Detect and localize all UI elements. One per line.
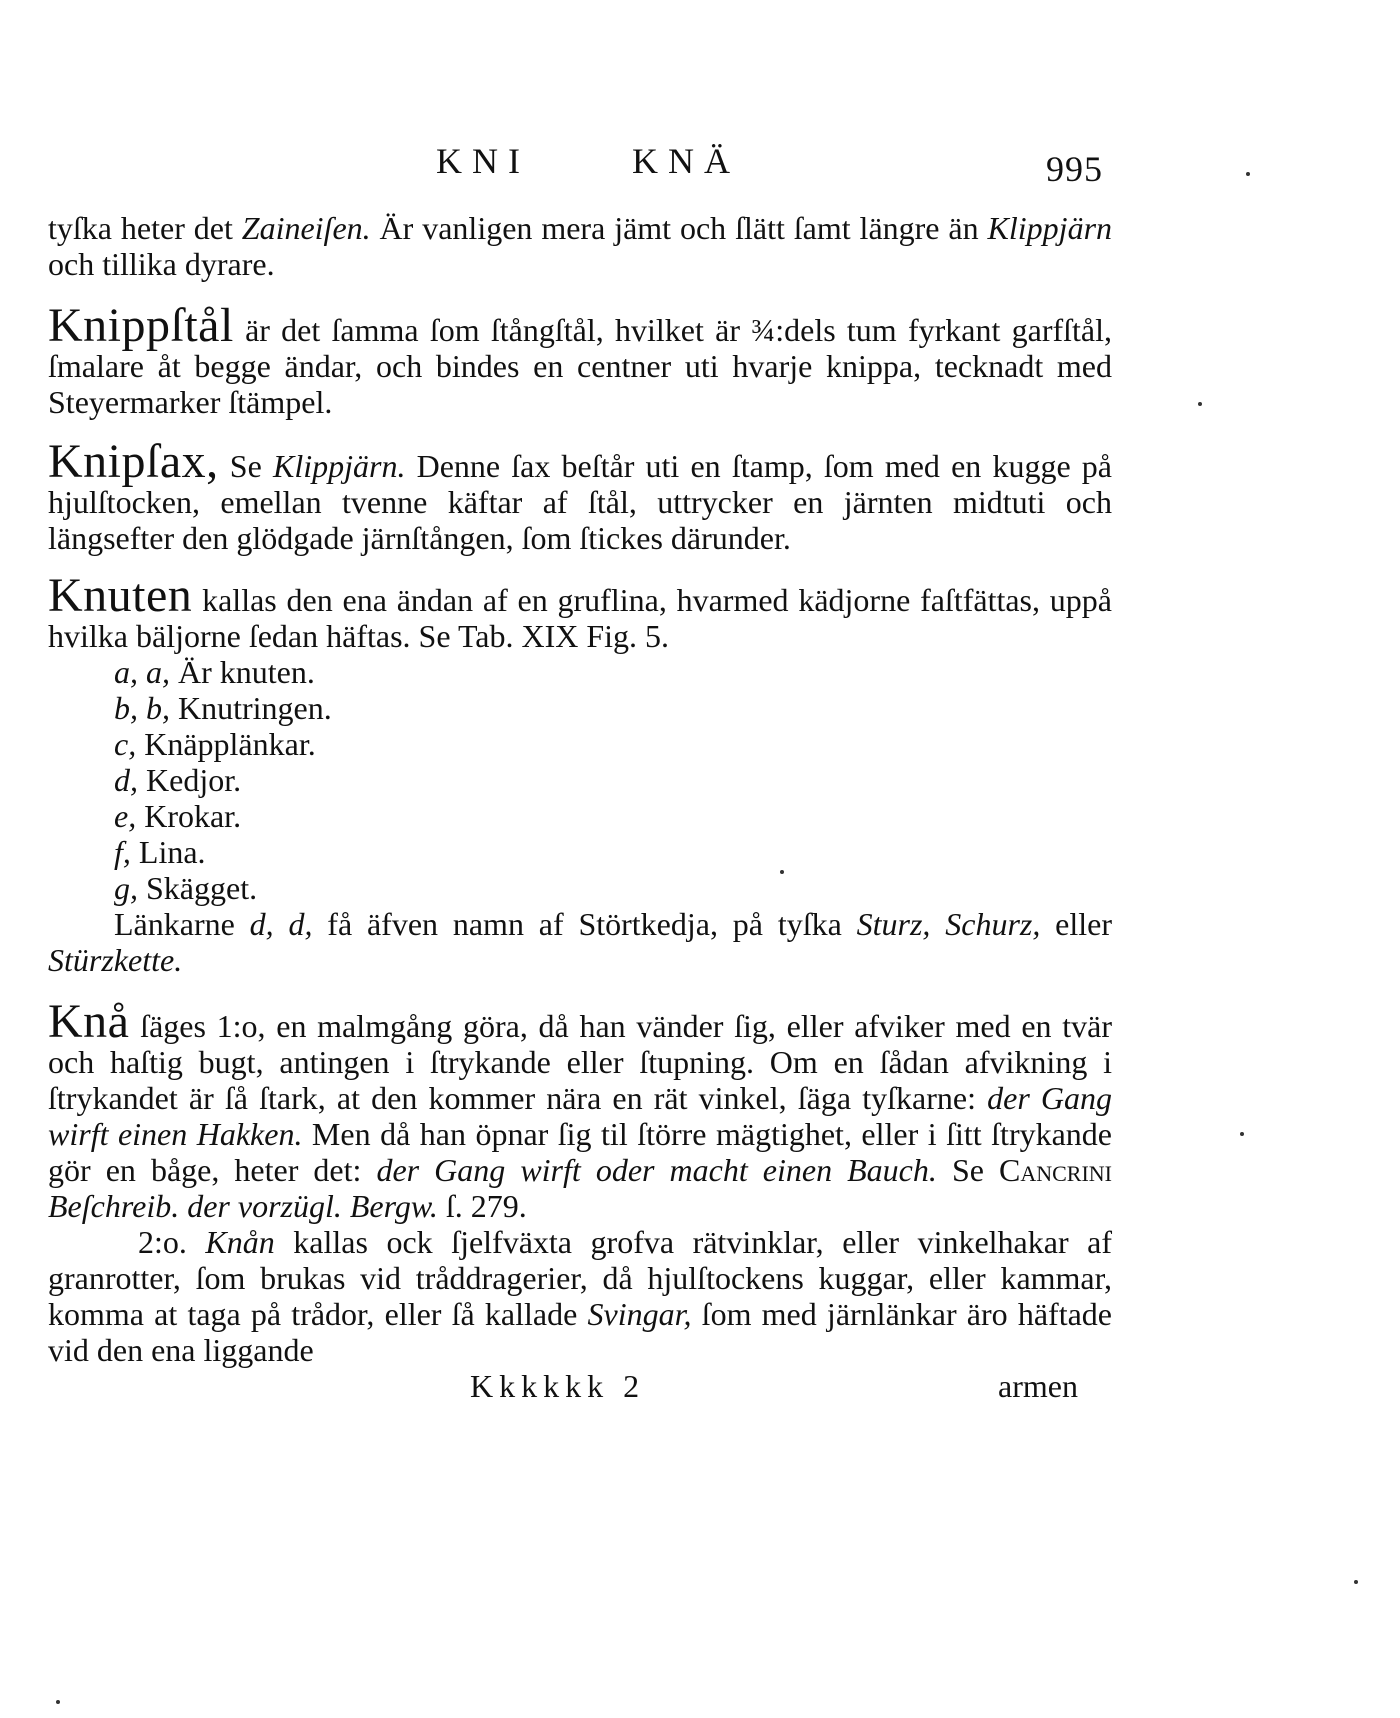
legend-letter: a, a, <box>114 654 170 690</box>
header-left-word: KNI <box>436 141 530 181</box>
list-item <box>114 654 1112 690</box>
legend-label: Kedjor. <box>138 762 242 798</box>
legend-label: Knutringen. <box>170 690 332 726</box>
list-item <box>114 726 1112 762</box>
figure-legend-list <box>114 654 1112 906</box>
entry-knuten <box>48 569 1112 654</box>
paper-speck <box>56 1700 60 1704</box>
entry-knipsax <box>48 435 1113 556</box>
italic-term: Klippjärn <box>987 210 1113 246</box>
text-run: Länkarne <box>114 906 250 942</box>
paper-speck <box>1198 402 1202 406</box>
entry-headword: Knippſtål <box>48 299 234 352</box>
running-header <box>0 140 1400 190</box>
italic-term: der Gang wirft einen Hakken. <box>48 1080 1113 1152</box>
italic-term: Sturz, Schurz, <box>856 906 1041 942</box>
text-run: Denne ſax beſtår uti en ſtamp, ſom med en kugge på hjulſtocken, emellan tvenne käftar af ſtål, uttrycker en järnten midtuti och längsefter den glödgade järnſtången, ſom ſtickes därunder. <box>48 448 1113 556</box>
list-item <box>114 834 1112 870</box>
entry-text: kallas den ena ändan af en gruflina, hvarmed kädjorne faſtfättas, uppå hvilka bäljorne ſedan häftas. Se Tab. XIX Fig. 5. <box>48 582 1112 654</box>
paper-speck <box>1246 172 1250 176</box>
text-run: ſ. 279. <box>437 1188 527 1224</box>
italic-term: Beſchreib. der vorzügl. Bergw. <box>48 1188 438 1224</box>
text-run: tyſka heter det <box>48 210 242 246</box>
legend-letter: b, b, <box>114 690 170 726</box>
entry-kna-sense-2 <box>48 1224 1112 1368</box>
legend-label: Skägget. <box>138 870 258 906</box>
italic-term: Knån <box>205 1224 275 1260</box>
catchword: armen <box>998 1368 1078 1404</box>
list-item <box>114 870 1112 906</box>
paper-speck <box>780 870 784 874</box>
legend-label: Är knuten. <box>170 654 315 690</box>
italic-term: der Gang wirft oder macht einen Bauch. <box>376 1152 937 1188</box>
text-run: Se <box>936 1152 999 1188</box>
sense-number: 2:o. <box>138 1224 206 1260</box>
text-run: Men då han öpnar ſig til ſtörre mägtighet, eller i ſitt ſtrykande gör en båge, heter det: <box>48 1116 1113 1188</box>
text-run: ſom med järnlänkar äro häftade vid den ena liggande <box>48 1296 1113 1368</box>
legend-letter: d, <box>114 762 138 798</box>
entry-kna <box>48 995 1113 1224</box>
legend-label: Krokar. <box>136 798 242 834</box>
header-right-word: KNÄ <box>632 141 740 181</box>
text-run: Är vanligen mera jämt och ſlätt ſamt längre än <box>370 210 988 246</box>
text-run: kallas ock ſjelfväxta grofva rätvinklar, eller vinkelhakar af granrotter, ſom brukas vid tråddragerier, då hjulſtockens kuggar, eller kammar, komma at taga på trådor, eller ſå kallade <box>48 1224 1113 1332</box>
text-run: ſäges 1:o, en malmgång göra, då han vänder ſig, eller afviker med en tvär och haſtig bugt, antingen i ſtrykande eller ſtupning. Om en ſådan afvikning i ſtrykandet är ſå ſtark, at den kommer nära en rät vinkel, ſäga tyſkarne: <box>48 1008 1112 1116</box>
continuation-paragraph <box>48 210 1112 282</box>
text-run: eller <box>1040 906 1113 942</box>
legend-label: Lina. <box>130 834 206 870</box>
text-run: få äfven namn af Störtkedja, på tyſka <box>312 906 857 942</box>
italic-term: Klippjärn. <box>272 448 406 484</box>
knuten-note <box>48 906 1112 978</box>
paper-speck <box>1354 1580 1358 1584</box>
entry-headword: Knå <box>48 995 130 1048</box>
entry-headword: Knuten <box>48 569 193 622</box>
italic-term: Svingar, <box>587 1296 692 1332</box>
list-item <box>114 762 1112 798</box>
legend-letter: c, <box>114 726 137 762</box>
signature-mark: Kkkkkk 2 <box>470 1368 646 1404</box>
legend-letter: e, <box>114 798 137 834</box>
page-number: 995 <box>1046 149 1103 189</box>
list-item <box>114 798 1112 834</box>
text-run: och tillika dyrare. <box>48 246 275 282</box>
paper-speck <box>1240 1132 1244 1136</box>
italic-term: Zaineiſen. <box>241 210 371 246</box>
italic-term: Stürzkette. <box>48 942 183 978</box>
page-footer <box>48 1368 1112 1404</box>
list-item <box>114 690 1112 726</box>
text-run: Se <box>218 448 273 484</box>
legend-letter: f, <box>114 834 131 870</box>
entry-text: är det ſamma ſom ſtångſtål, hvilket är ¾:dels tum fyrkant garfſtål, ſmalare åt begge ändar, och bindes en centner uti hvarje knippa, tecknadt med Steyermarker ſtämpel. <box>48 312 1112 420</box>
legend-label: Knäpplänkar. <box>136 726 316 762</box>
entry-headword: Knipſax, <box>48 435 219 488</box>
italic-term: d, d, <box>249 906 313 942</box>
entry-knippstal <box>48 299 1112 420</box>
legend-letter: g, <box>114 870 138 906</box>
author-name: Cancrini <box>999 1152 1113 1188</box>
page-body <box>48 210 1112 1404</box>
